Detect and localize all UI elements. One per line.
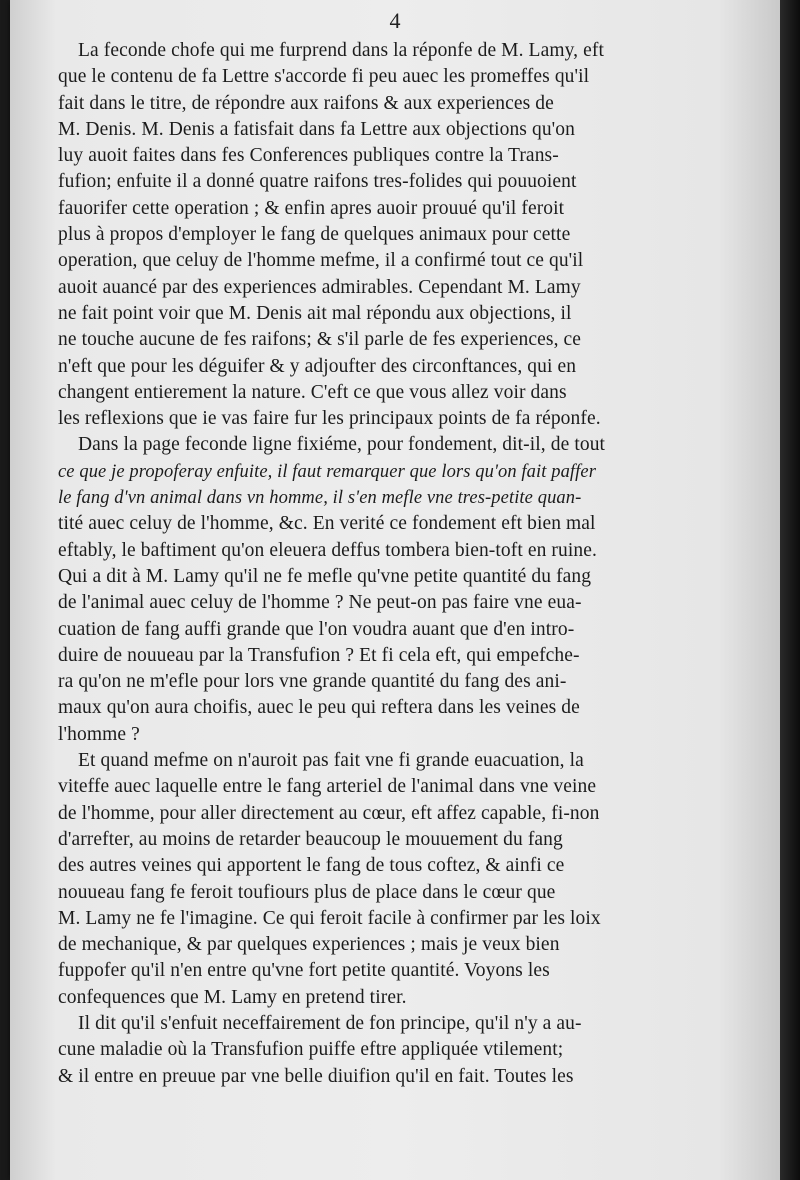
text-line: cune maladie où la Transfufion puiffe eftre appliquée vtilement; (58, 1039, 564, 1061)
text-line: Dans la page feconde ligne fixiéme, pour fondement, dit-il, de tout (78, 434, 606, 456)
text-line: ra qu'on ne m'efle pour lors vne grande quantité du fang des ani- (58, 671, 567, 693)
text-line: tité auec celuy de l'homme, &c. En verité ce fondement eft bien mal (58, 513, 596, 535)
text-line: auoit auancé par des experiences admirables. Cependant M. Lamy (58, 276, 581, 298)
text-line: operation, que celuy de l'homme mefme, il a confirmé tout ce qu'il (58, 250, 584, 272)
text-line: viteffe auec laquelle entre le fang arteriel de l'animal dans vne veine (58, 776, 597, 798)
text-line: l'homme ? (58, 723, 140, 745)
text-line: Il dit qu'il s'enfuit neceffairement de fon principe, qu'il n'y a au- (78, 1012, 582, 1034)
text-line: fait dans le titre, de répondre aux raifons & aux experiences de (58, 92, 554, 114)
text-line: maux qu'on aura choifis, auec le peu qui reftera dans les veines de (58, 697, 580, 719)
text-line: fauorifer cette operation ; & enfin apres auoir prouué qu'il feroit (58, 197, 565, 219)
text-line: & il entre en preuue par vne belle diuifion qu'il en fait. Toutes les (58, 1065, 574, 1087)
text-line: confequences que M. Lamy en pretend tirer. (58, 986, 407, 1008)
text-line: des autres veines qui apportent le fang de tous coftez, & ainfi ce (58, 855, 565, 877)
text-line: de l'animal auec celuy de l'homme ? Ne peut-on pas faire vne eua- (58, 592, 582, 614)
text-line: fufion; enfuite il a donné quatre raifons tres-folides qui pouuoient (58, 171, 577, 193)
text-line: les reflexions que ie vas faire fur les principaux points de fa réponfe. (58, 408, 601, 430)
text-line: changent entierement la nature. C'eft ce que vous allez voir dans (58, 381, 567, 403)
page-edge-shadow (780, 0, 800, 1180)
text-line: fuppofer qu'il n'en entre qu'vne fort petite quantité. Voyons les (58, 960, 550, 982)
text-line: Qui a dit à M. Lamy qu'il ne fe mefle qu'vne petite quantité du fang (58, 565, 592, 587)
text-line: Et quand mefme on n'auroit pas fait vne fi grande euacuation, la (78, 750, 584, 772)
text-line: M. Lamy ne fe l'imagine. Ce qui feroit facile à confirmer par les loix (58, 907, 601, 929)
text-line: d'arrefter, au moins de retarder beaucoup le mouuement du fang (58, 828, 563, 850)
text-line: n'eft que pour les déguifer & y adjoufter des circonftances, qui en (58, 355, 577, 377)
text-line: nouueau fang fe feroit toufiours plus de place dans le cœur que (58, 881, 556, 903)
text-line: de l'homme, pour aller directement au cœur, eft affez capable, fi-non (58, 802, 600, 824)
text-line: duire de nouueau par la Transfufion ? Et fi cela eft, qui empefche- (58, 644, 580, 666)
text-line: de mechanique, & par quelques experiences ; mais je veux bien (58, 934, 560, 956)
text-line: cuation de fang auffi grande que l'on voudra auant que d'en intro- (58, 618, 575, 640)
text-line: ne fait point voir que M. Denis ait mal répondu aux objections, il (58, 302, 572, 324)
text-line: que le contenu de fa Lettre s'accorde fi peu auec les promeffes qu'il (58, 66, 590, 88)
text-line: eftably, le baftiment qu'on eleuera deffus tombera bien-toft en ruine. (58, 539, 597, 561)
text-line: plus à propos d'employer le fang de quelques animaux pour cette (58, 224, 571, 246)
page-number: 4 (389, 8, 401, 33)
text-line: luy auoit faites dans fes Conferences publiques contre la Trans- (58, 145, 559, 167)
text-line: M. Denis. M. Denis a fatisfait dans fa Lettre aux objections qu'on (58, 118, 575, 140)
text-line: La feconde chofe qui me furprend dans la réponfe de M. Lamy, eft (78, 40, 604, 61)
document-page (10, 0, 780, 1180)
text-line: ce que je propoferay enfuite, il faut remarquer que lors qu'on fait paffer (58, 461, 597, 482)
text-line: ne touche aucune de fes raifons; & s'il parle de fes experiences, ce (58, 329, 582, 351)
text-line: le fang d'vn animal dans vn homme, il s'en mefle vne tres-petite quan- (58, 488, 582, 509)
body-text (58, 38, 758, 1090)
